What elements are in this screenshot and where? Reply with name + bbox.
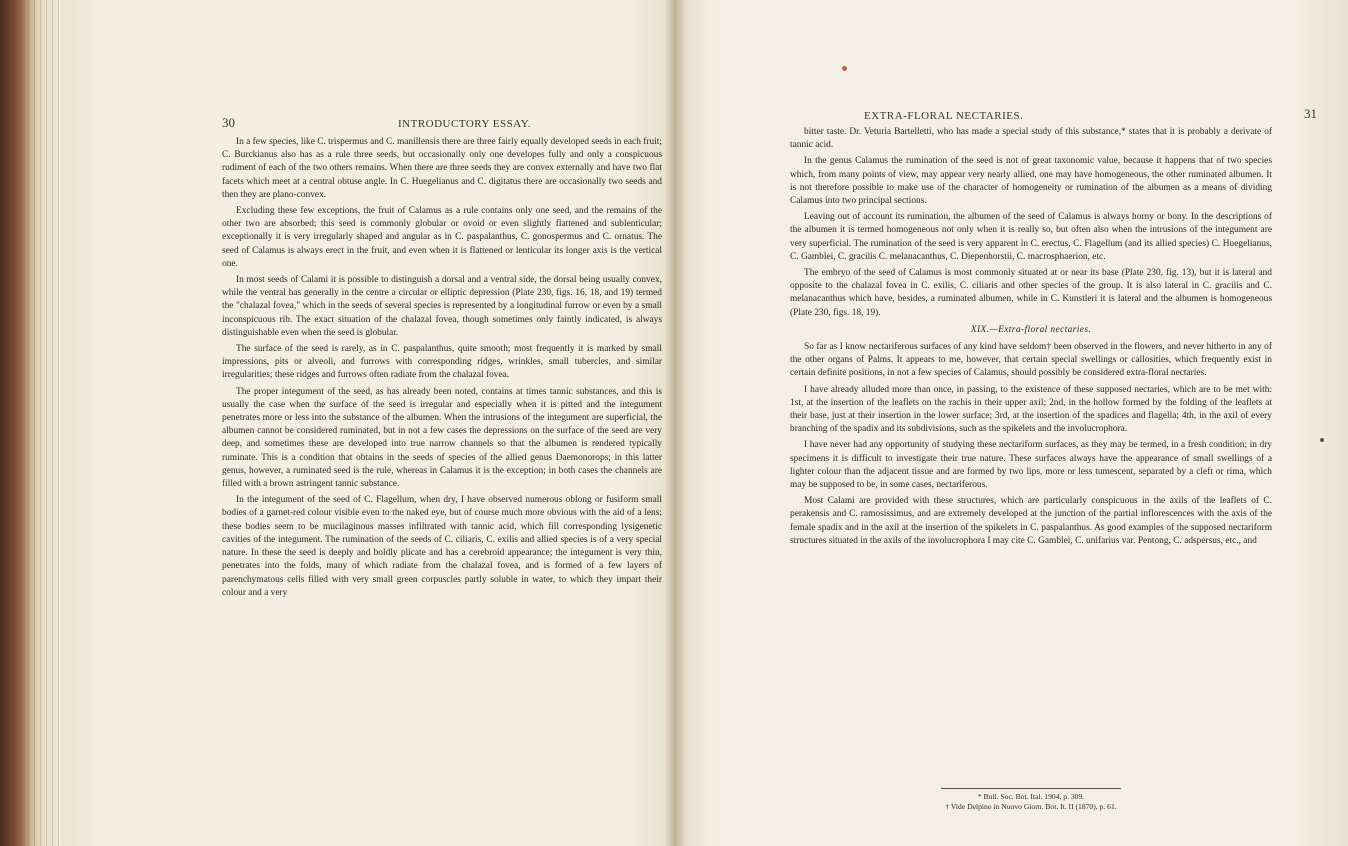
right-running-header: EXTRA-FLORAL NECTARIES. xyxy=(864,110,1024,122)
paragraph: In the integument of the seed of C. Flagellum, when dry, I have observed numerous oblong or fusiform small bodies of a garnet-red colour visible even to the naked eye, but of course much more obvious with the aid of a lens; these bodies seem to be mucilaginous masses infiltrated with tannic acid, which fill corresponding lysigenetic cavities of the integument. The rumination of the seeds of C. ciliaris, C. exilis and allied species is of a very special nature. In these the seed is deeply and boldly plicate and has a cerebroid appearance; the integument is very thin, penetrates into the folds, many of which radiate from the chalazal fovea, and is formed of a few layers of parenchymatous cells filled with very small green corpuscles partly soluble in water, to which they impart their colour and a very xyxy=(222,495,662,598)
right-page-number: 31 xyxy=(1304,106,1317,121)
paragraph: So far as I know nectariferous surfaces of any kind have seldom† been observed in the flowers, and never hitherto in any of the other organs of Palms. It appears to me, however, that certain special swellings or callosities, which frequently exist in certain definite positions, in not a few species of Calamus, should possibly be considered extra-floral nectaries. xyxy=(790,342,1272,379)
left-text-column xyxy=(222,136,662,603)
paragraph: The proper integument of the seed, as has already been noted, contains at times tannic substances, and this is usually the case when the surface of the seed is irregular and especially when it is pitted and the integument penetrates more or less into the substance of the albumen. When the intrusions of the integument are superficial, the albumen cannot be considered ruminated, but in not a few cases the depressions on the surface of the seed are very deep, and sometimes these are developed into true narrow channels so that the albumen is rendered typically ruminate. This is a condition that obtains in the seeds of species of the allied genus Daemonorops; in this latter genus, however, a ruminated seed is the rule, whereas in Calamus it is the exception; in both cases the channels are filled with a brown astringent tannic substance. xyxy=(222,386,662,490)
paragraph: bitter taste. Dr. Veturia Bartelletti, who has made a special study of this substance,* states that it is probably a derivate of tannic acid. xyxy=(790,127,1272,151)
book-binding xyxy=(0,0,62,846)
right-page xyxy=(674,0,1348,846)
left-page xyxy=(62,0,674,846)
footnotes xyxy=(790,788,1272,812)
left-running-header: INTRODUCTORY ESSAY. xyxy=(398,118,531,130)
paragraph: The embryo of the seed of Calamus is most commonly situated at or near its base (Plate 230, fig. 13), but it is lateral and opposite to the chalazal fovea in C. exilis, C. ciliaris and other species of the group. It is also lateral in C. gracilis and C. melanacanthus which have, besides, a ruminated albumen, while in C. Kunstleri it is lateral and the albumen is homogeneous (Plate 230, figs. 18, 19). xyxy=(790,268,1272,318)
book-gutter xyxy=(664,0,686,846)
right-text-column xyxy=(790,126,1272,551)
page-edges xyxy=(28,0,62,846)
footnote: † Vide Delpino in Nuovo Giorn. Bot. It. II (1870), p. 61. xyxy=(945,802,1117,811)
paragraph: I have never had any opportunity of studying these nectariform surfaces, as they may be termed, in a fresh condition; in dry specimens it is difficult to investigate their true nature. These surfaces always have the appearance of small swellings of a lighter colour than the adjacent tissue and are formed by two lips, more or less tumescent, separated by a cleft or rima, which may be supposed to be, in some cases, nectariferous. xyxy=(790,440,1272,491)
margin-mark xyxy=(1320,438,1324,442)
section-title: XIX.—Extra-floral nectaries. xyxy=(970,324,1092,335)
footnote-rule xyxy=(941,788,1121,789)
paragraph: In a few species, like C. trispermus and C. manillensis there are three fairly equally developed seeds in each fruit; C. Burckianus also has as a rule three seeds, but occasionally only one developes fully and only a conspicuous rudiment of each of the two others remains. When there are three seeds they are convex externally and have two flat facets which meet at a central obtuse angle. In C. Huegelianus and C. digitatus there are occasionally two seeds and then they are plano-convex. xyxy=(222,137,662,200)
paragraph: Most Calami are provided with these structures, which are particularly conspicuous in the axils of the leaflets of C. perakensis and C. ramosissimus, and are extremely developed at the junction of the partial inflorescences with the axis of the female spadix and in the axil at the insertion of the spikelets in C. paspalanthus. As good examples of the supposed nectariform structures situated in the axils of the involucrophora I may cite C. Gamblei, C. unifarius var. Pentong, C. adspersus, etc., and xyxy=(790,496,1272,546)
ink-spot xyxy=(842,66,847,71)
paragraph: In most seeds of Calami it is possible to distinguish a dorsal and a ventral side, the dorsal being usually convex, while the ventral has generally in the centre a circular or elliptic depression (Plate 230, figs. 16, 18, and 19) termed the "chalazal fovea," which in the seeds of several species is represented by a longitudinal furrow or even by a small inconspicuous rib. The exact situation of the chalazal fovea, though sometimes only faintly indicated, is always distinguishable even when the seed is globular. xyxy=(222,275,662,338)
left-page-number: 30 xyxy=(222,115,235,130)
paragraph: Excluding these few exceptions, the fruit of Calamus as a rule contains only one seed, and the remains of the other two are absorbed; this seed is commonly globular or ovoid or even slightly flattened and sublenticular; exceptionally it is very irregularly shaped and angular as in C. paspalanthus, C. gonospermus and C. ornatus. The seed of Calamus is always erect in the fruit, and even when it is flattened or lenticular its longer axis is the vertical one. xyxy=(222,206,662,269)
paragraph: Leaving out of account its rumination, the albumen of the seed of Calamus is always horny or bony. In the descriptions of the albumen it is termed homogeneous not only when it is really so, but often also when the intrusions of the integument are very superficial. The rumination of the seed is very apparent in C. erectus, C. Flagellum (and its allied species) C. Huegelianus, C. Gamblei, C. gracilis C. melanacanthus, C. Diepenhorstii, C. macrosphaerion, etc. xyxy=(790,212,1272,262)
paragraph: The surface of the seed is rarely, as in C. paspalanthus, quite smooth; most frequently it is marked by small impressions, pits or alveoli, and furrows with corresponding ridges, wrinkles, small tubercles, and similar irregularities; these ridges and furrows often radiate from the chalazal fovea. xyxy=(222,344,662,381)
paragraph: In the genus Calamus the rumination of the seed is not of great taxonomic value, because it happens that of two species which, from many points of view, may appear very nearly allied, one may have homogeneous, the other ruminated albumen. It is not therefore possible to make use of the character of homogeneity or rumination of the albumen as a means of dividing Calamus into two principal sections. xyxy=(790,156,1272,207)
footnote: * Bull. Soc. Bot. Ital. 1904, p. 309. xyxy=(977,792,1085,801)
paragraph: I have already alluded more than once, in passing, to the existence of these supposed nectaries, which are to be met with: 1st, at the insertion of the leaflets on the rachis in their upper axil; 2nd, in the hollow formed by the folding of the leaflets at their base, just at their insertion in the lower surface; 3rd, at the insertion of the spadices and flagella; 4th, in the axil of every branching of the spadix and its subdivisions, such as the spikelets and the involucrophora. xyxy=(790,384,1272,435)
